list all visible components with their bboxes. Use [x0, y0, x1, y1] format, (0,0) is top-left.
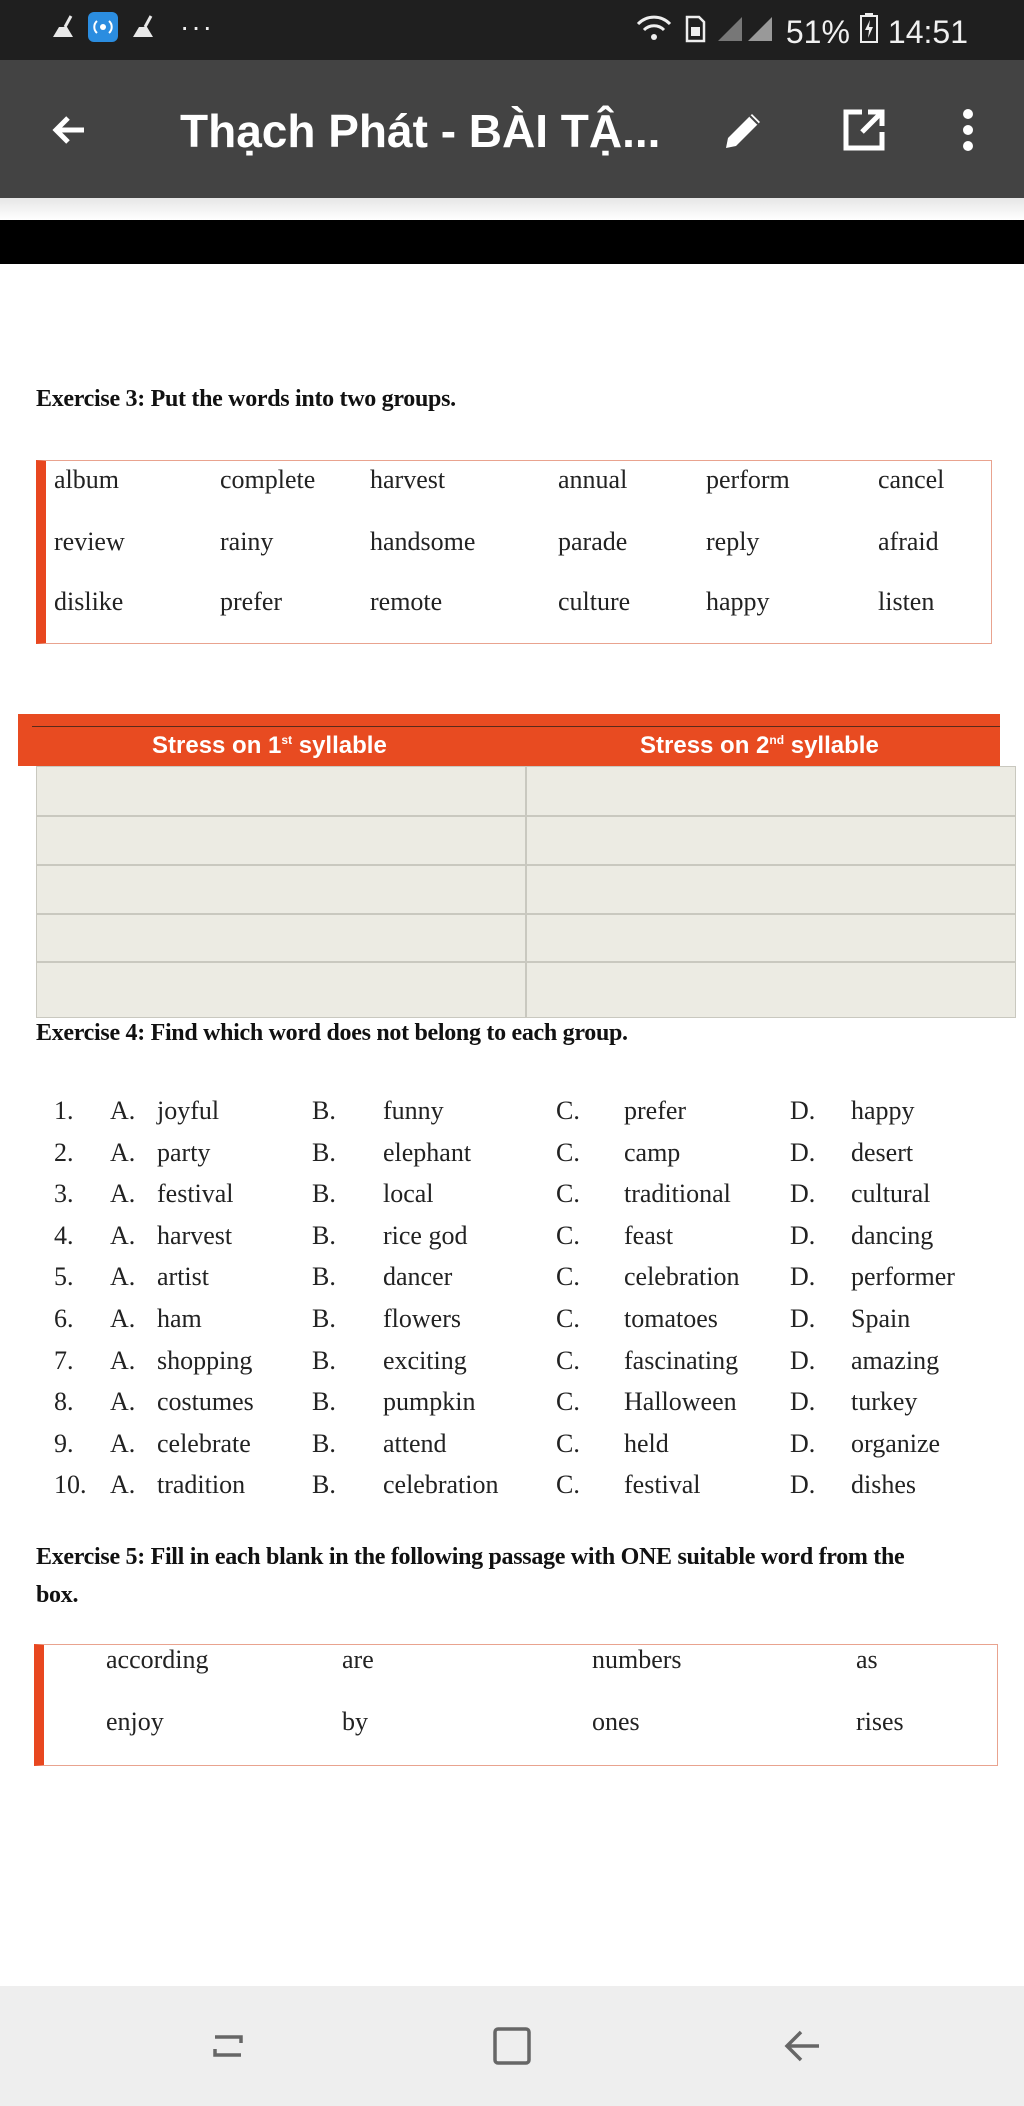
open-external-button[interactable] [832, 98, 896, 162]
option-c: feast [624, 1220, 674, 1250]
option-label-b: B. [312, 1179, 336, 1209]
option-c: held [624, 1428, 669, 1458]
option-a: artist [157, 1262, 209, 1292]
option-d: cultural [851, 1179, 931, 1209]
ex3-word: remote [370, 587, 443, 616]
option-c: tomatoes [624, 1304, 718, 1333]
question-number: 1. [54, 1096, 74, 1125]
option-label-c: C. [556, 1096, 580, 1125]
question-row [0, 1262, 1024, 1302]
option-b: attend [383, 1428, 447, 1458]
option-label-a: A. [110, 1220, 136, 1250]
option-label-c: C. [556, 1345, 580, 1375]
option-a: tradition [157, 1470, 246, 1500]
question-row [0, 1096, 1024, 1136]
pencil-icon [720, 106, 768, 154]
option-b: rice god [383, 1220, 468, 1250]
hotspot-icon [88, 12, 118, 42]
exercise3-word-box [36, 460, 992, 644]
ex3-word: listen [878, 587, 935, 616]
option-label-a: A. [110, 1137, 136, 1167]
home-square-icon [487, 2021, 537, 2071]
option-label-c: C. [556, 1470, 580, 1500]
option-a: festival [157, 1179, 234, 1209]
document-title: Thạch Phát - BÀI TẬ... [180, 105, 661, 157]
option-label-c: C. [556, 1220, 580, 1250]
broom-icon [128, 12, 158, 42]
option-b: pumpkin [383, 1387, 476, 1417]
option-label-b: B. [312, 1304, 336, 1333]
question-number: 4. [54, 1220, 74, 1250]
option-label-c: C. [556, 1262, 580, 1292]
ex3-word: happy [706, 587, 770, 616]
question-row [0, 1304, 1024, 1344]
ex3-word: perform [706, 465, 790, 494]
ex3-word: handsome [370, 527, 476, 556]
battery-icon [860, 13, 878, 51]
question-number: 6. [54, 1304, 74, 1333]
question-number: 10. [54, 1470, 87, 1500]
option-label-d: D. [790, 1304, 816, 1333]
option-a: ham [157, 1304, 202, 1333]
ex3-word: annual [558, 465, 628, 494]
option-c: celebration [624, 1262, 740, 1292]
arrow-left-icon [48, 108, 92, 152]
option-label-c: C. [556, 1179, 580, 1209]
option-a: shopping [157, 1345, 253, 1375]
question-number: 5. [54, 1262, 74, 1292]
recents-icon [203, 2021, 253, 2071]
option-c: fascinating [624, 1345, 739, 1375]
stress-table-header [18, 714, 1000, 766]
option-label-d: D. [790, 1387, 816, 1417]
exercise5-title-line2: box. [36, 1582, 79, 1608]
option-label-b: B. [312, 1428, 336, 1458]
option-d: Spain [851, 1304, 911, 1333]
header-stress-2nd: Stress on 2nd syllable [640, 732, 879, 759]
option-d: dancing [851, 1220, 934, 1250]
system-nav-bar [0, 1986, 1024, 2106]
exercise5-word-box [34, 1644, 998, 1766]
battery-percent: 51% [785, 13, 850, 50]
option-d: performer [851, 1262, 955, 1292]
ex3-word: review [54, 527, 125, 556]
broom-icon [48, 12, 78, 42]
option-label-a: A. [110, 1470, 136, 1500]
edit-button[interactable] [712, 98, 776, 162]
option-b: local [383, 1179, 434, 1209]
sim-icon [684, 14, 706, 51]
option-label-a: A. [110, 1428, 136, 1458]
option-label-b: B. [312, 1220, 336, 1250]
ex5-word: numbers [592, 1645, 682, 1674]
ex5-word: rises [856, 1707, 904, 1736]
ex3-word: album [54, 465, 119, 494]
option-label-c: C. [556, 1428, 580, 1458]
open-in-new-icon [840, 106, 888, 154]
stress-answer-grid [36, 766, 1016, 1018]
option-d: amazing [851, 1345, 940, 1375]
ex3-word: rainy [220, 527, 274, 556]
option-label-a: A. [110, 1345, 136, 1375]
option-d: desert [851, 1137, 914, 1167]
exercise3-title: Exercise 3: Put the words into two groups. [36, 386, 456, 412]
back-arrow-icon [777, 2021, 827, 2071]
option-d: dishes [851, 1470, 916, 1500]
option-label-d: D. [790, 1345, 816, 1375]
option-b: exciting [383, 1345, 467, 1375]
ex5-word: according [106, 1645, 209, 1674]
option-b: dancer [383, 1262, 453, 1292]
ex3-word: complete [220, 465, 316, 494]
question-row [0, 1387, 1024, 1427]
ex3-word: cancel [878, 465, 945, 494]
question-row [0, 1429, 1024, 1469]
option-c: camp [624, 1137, 681, 1167]
option-label-b: B. [312, 1345, 336, 1375]
signal-icon [716, 14, 776, 51]
option-c: Halloween [624, 1387, 737, 1417]
option-label-a: A. [110, 1096, 136, 1125]
question-number: 7. [54, 1345, 74, 1375]
option-a: celebrate [157, 1428, 251, 1458]
ex5-word: are [342, 1645, 374, 1674]
question-row [0, 1138, 1024, 1178]
ex5-word: by [342, 1707, 368, 1736]
option-label-d: D. [790, 1262, 816, 1292]
ex3-word: parade [558, 527, 628, 556]
option-label-d: D. [790, 1179, 816, 1209]
option-label-b: B. [312, 1387, 336, 1417]
option-d: happy [851, 1096, 915, 1125]
exercise5-title-line1: Exercise 5: Fill in each blank in the following passage with ONE suitable word from the [36, 1544, 905, 1570]
more-vert-icon [958, 106, 978, 154]
ex3-word: prefer [220, 587, 283, 616]
option-b: celebration [383, 1470, 499, 1500]
option-b: flowers [383, 1304, 461, 1333]
option-label-b: B. [312, 1137, 336, 1167]
option-label-d: D. [790, 1220, 816, 1250]
option-a: joyful [157, 1096, 220, 1125]
question-row [0, 1221, 1024, 1261]
option-label-a: A. [110, 1387, 136, 1417]
more-options-button[interactable] [936, 98, 1000, 162]
option-b: elephant [383, 1137, 472, 1167]
option-a: party [157, 1137, 211, 1167]
ex3-word: afraid [878, 527, 939, 556]
option-label-b: B. [312, 1470, 336, 1500]
ex3-word: dislike [54, 587, 124, 616]
option-d: organize [851, 1428, 941, 1458]
home-button[interactable] [480, 2014, 544, 2078]
header-stress-1st: Stress on 1st syllable [152, 732, 387, 759]
status-bar [0, 0, 1024, 60]
more-notifications: ··· [180, 11, 214, 42]
ex3-word: culture [558, 587, 631, 616]
option-c: traditional [624, 1179, 731, 1209]
question-row [0, 1470, 1024, 1510]
wifi-icon [634, 12, 674, 52]
ex3-word: reply [706, 527, 760, 556]
recent-apps-button[interactable] [196, 2014, 260, 2078]
option-a: costumes [157, 1387, 254, 1417]
ex5-word: enjoy [106, 1707, 164, 1736]
question-number: 9. [54, 1428, 74, 1458]
option-label-d: D. [790, 1470, 816, 1500]
option-label-b: B. [312, 1096, 336, 1125]
question-row [0, 1179, 1024, 1219]
clock: 14:51 [887, 13, 968, 50]
option-c: prefer [624, 1096, 687, 1125]
header-rule [32, 726, 1000, 727]
option-c: festival [624, 1470, 701, 1500]
option-label-a: A. [110, 1179, 136, 1209]
option-label-d: D. [790, 1096, 816, 1125]
option-d: turkey [851, 1387, 918, 1417]
ex5-word: as [856, 1645, 878, 1674]
option-label-a: A. [110, 1304, 136, 1333]
app-bar [0, 60, 1024, 198]
option-b: funny [383, 1096, 444, 1125]
option-label-c: C. [556, 1387, 580, 1417]
option-label-d: D. [790, 1137, 816, 1167]
option-label-a: A. [110, 1262, 136, 1292]
back-button[interactable] [38, 98, 102, 162]
ex5-word: ones [592, 1707, 640, 1736]
option-label-c: C. [556, 1137, 580, 1167]
option-label-d: D. [790, 1428, 816, 1458]
question-number: 3. [54, 1179, 74, 1209]
back-nav-button[interactable] [770, 2014, 834, 2078]
option-label-b: B. [312, 1262, 336, 1292]
page-top-band [0, 220, 1024, 264]
option-label-c: C. [556, 1304, 580, 1333]
exercise4-title: Exercise 4: Find which word does not belong to each group. [36, 1020, 628, 1046]
ex3-word: harvest [370, 465, 446, 494]
question-number: 8. [54, 1387, 74, 1417]
toolbar-shadow [0, 198, 1024, 220]
option-a: harvest [157, 1220, 233, 1250]
question-row [0, 1346, 1024, 1386]
question-number: 2. [54, 1137, 74, 1167]
